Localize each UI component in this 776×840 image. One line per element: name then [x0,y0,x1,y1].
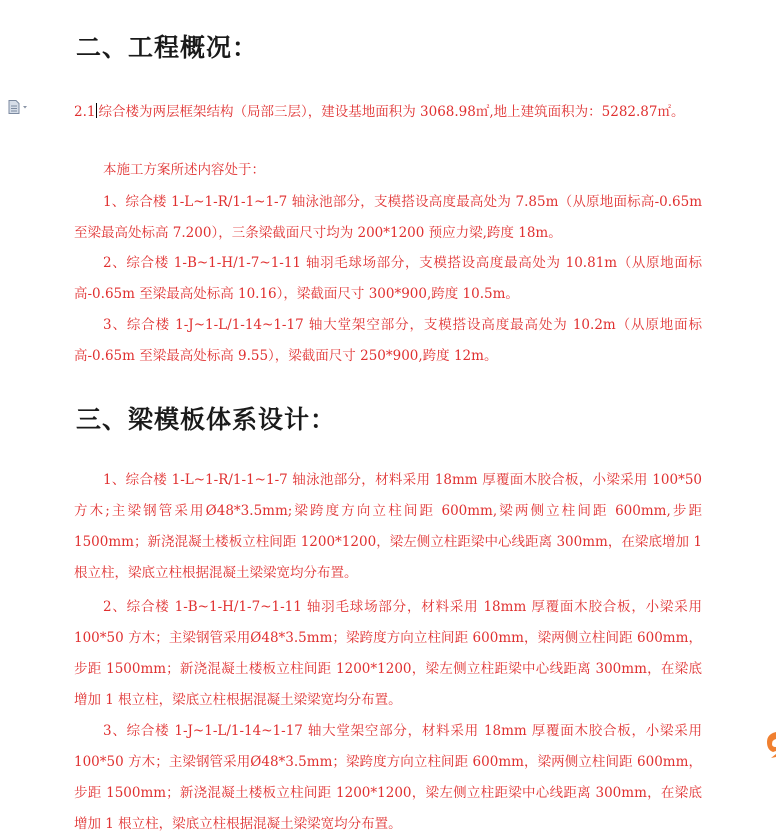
formwork-item-3: 3、综合楼 1-J~1-L/1-14~1-17 轴大堂架空部分，材料采用 18mm 厚覆面木胶合板，小梁采用 100*50 方木；主梁钢管采用Ø48*3.5mm；梁跨度方向立柱间距 600mm，梁两侧立柱间距 600mm，步距 1500mm；新浇混凝土楼板立柱间距 1200*1200，梁左侧立柱距梁中心线距离 300mm，在梁底增加 1 根立柱，梁底立柱根据混凝土梁梁宽均分布置。 [74,723,702,832]
section-heading-overview: 二、工程概况： [76,33,259,62]
paragraph-number: 2.1 [74,104,96,120]
section-heading-beam-formwork: 三、梁模板体系设计： [76,405,337,434]
paragraph-intro: 本施工方案所述内容处于： [103,162,265,178]
formwork-item-2: 2、综合楼 1-B~1-H/1-7~1-11 轴羽毛球场部分，材料采用 18mm 厚覆面木胶合板，小梁采用 100*50 方木；主梁钢管采用Ø48*3.5mm；梁跨度方向立柱间距 600mm，梁两侧立柱间距 600mm，步距 1500mm；新浇混凝土楼板立柱间距 1200*1200，梁左侧立柱距梁中心线距离 300mm，在梁底增加 1 根立柱，梁底立柱根据混凝土梁梁宽均分布置。 [74,599,702,708]
overview-item-1: 1、综合楼 1-L~1-R/1-1~1-7 轴泳池部分，支模搭设高度最高处为 7.85m（从原地面标高-0.65m 至梁最高处标高 7.200），三条梁截面尺寸均为 200*1200 预应力梁,跨度 18m。 [74,194,702,241]
overview-item-2: 2、综合楼 1-B~1-H/1-7~1-11 轴羽毛球场部分，支模搭设高度最高处为 10.81m（从原地面标高-0.65m 至梁最高处标高 10.16），梁截面尺寸 300*900,跨度 10.5m。 [74,255,702,302]
wps-assistant-icon[interactable] [764,730,776,760]
document-icon[interactable] [8,100,34,114]
paragraph-text: 综合楼为两层框架结构（局部三层），建设基地面积为 3068.98㎡,地上建筑面积为：5282.87㎡。 [98,104,685,120]
chevron-down-icon [23,106,27,109]
overview-item-3: 3、综合楼 1-J~1-L/1-14~1-17 轴大堂架空部分，支模搭设高度最高处为 10.2m（从原地面标高-0.65m 至梁最高处标高 9.55），梁截面尺寸 250*900,跨度 12m。 [74,317,702,364]
paragraph-2-1 [74,97,702,128]
formwork-item-1: 1、综合楼 1-L~1-R/1-1~1-7 轴泳池部分，材料采用 18mm 厚覆面木胶合板，小梁采用 100*50 方木;主梁钢管采用Ø48*3.5mm;梁跨度方向立柱间距 600mm,梁两侧立柱间距 600mm,步距 1500mm；新浇混凝土楼板立柱间距 1200*1200，梁左侧立柱距梁中心线距离 300mm，在梁底增加 1 根立柱，梁底立柱根据混凝土梁梁宽均分布置。 [74,472,702,581]
